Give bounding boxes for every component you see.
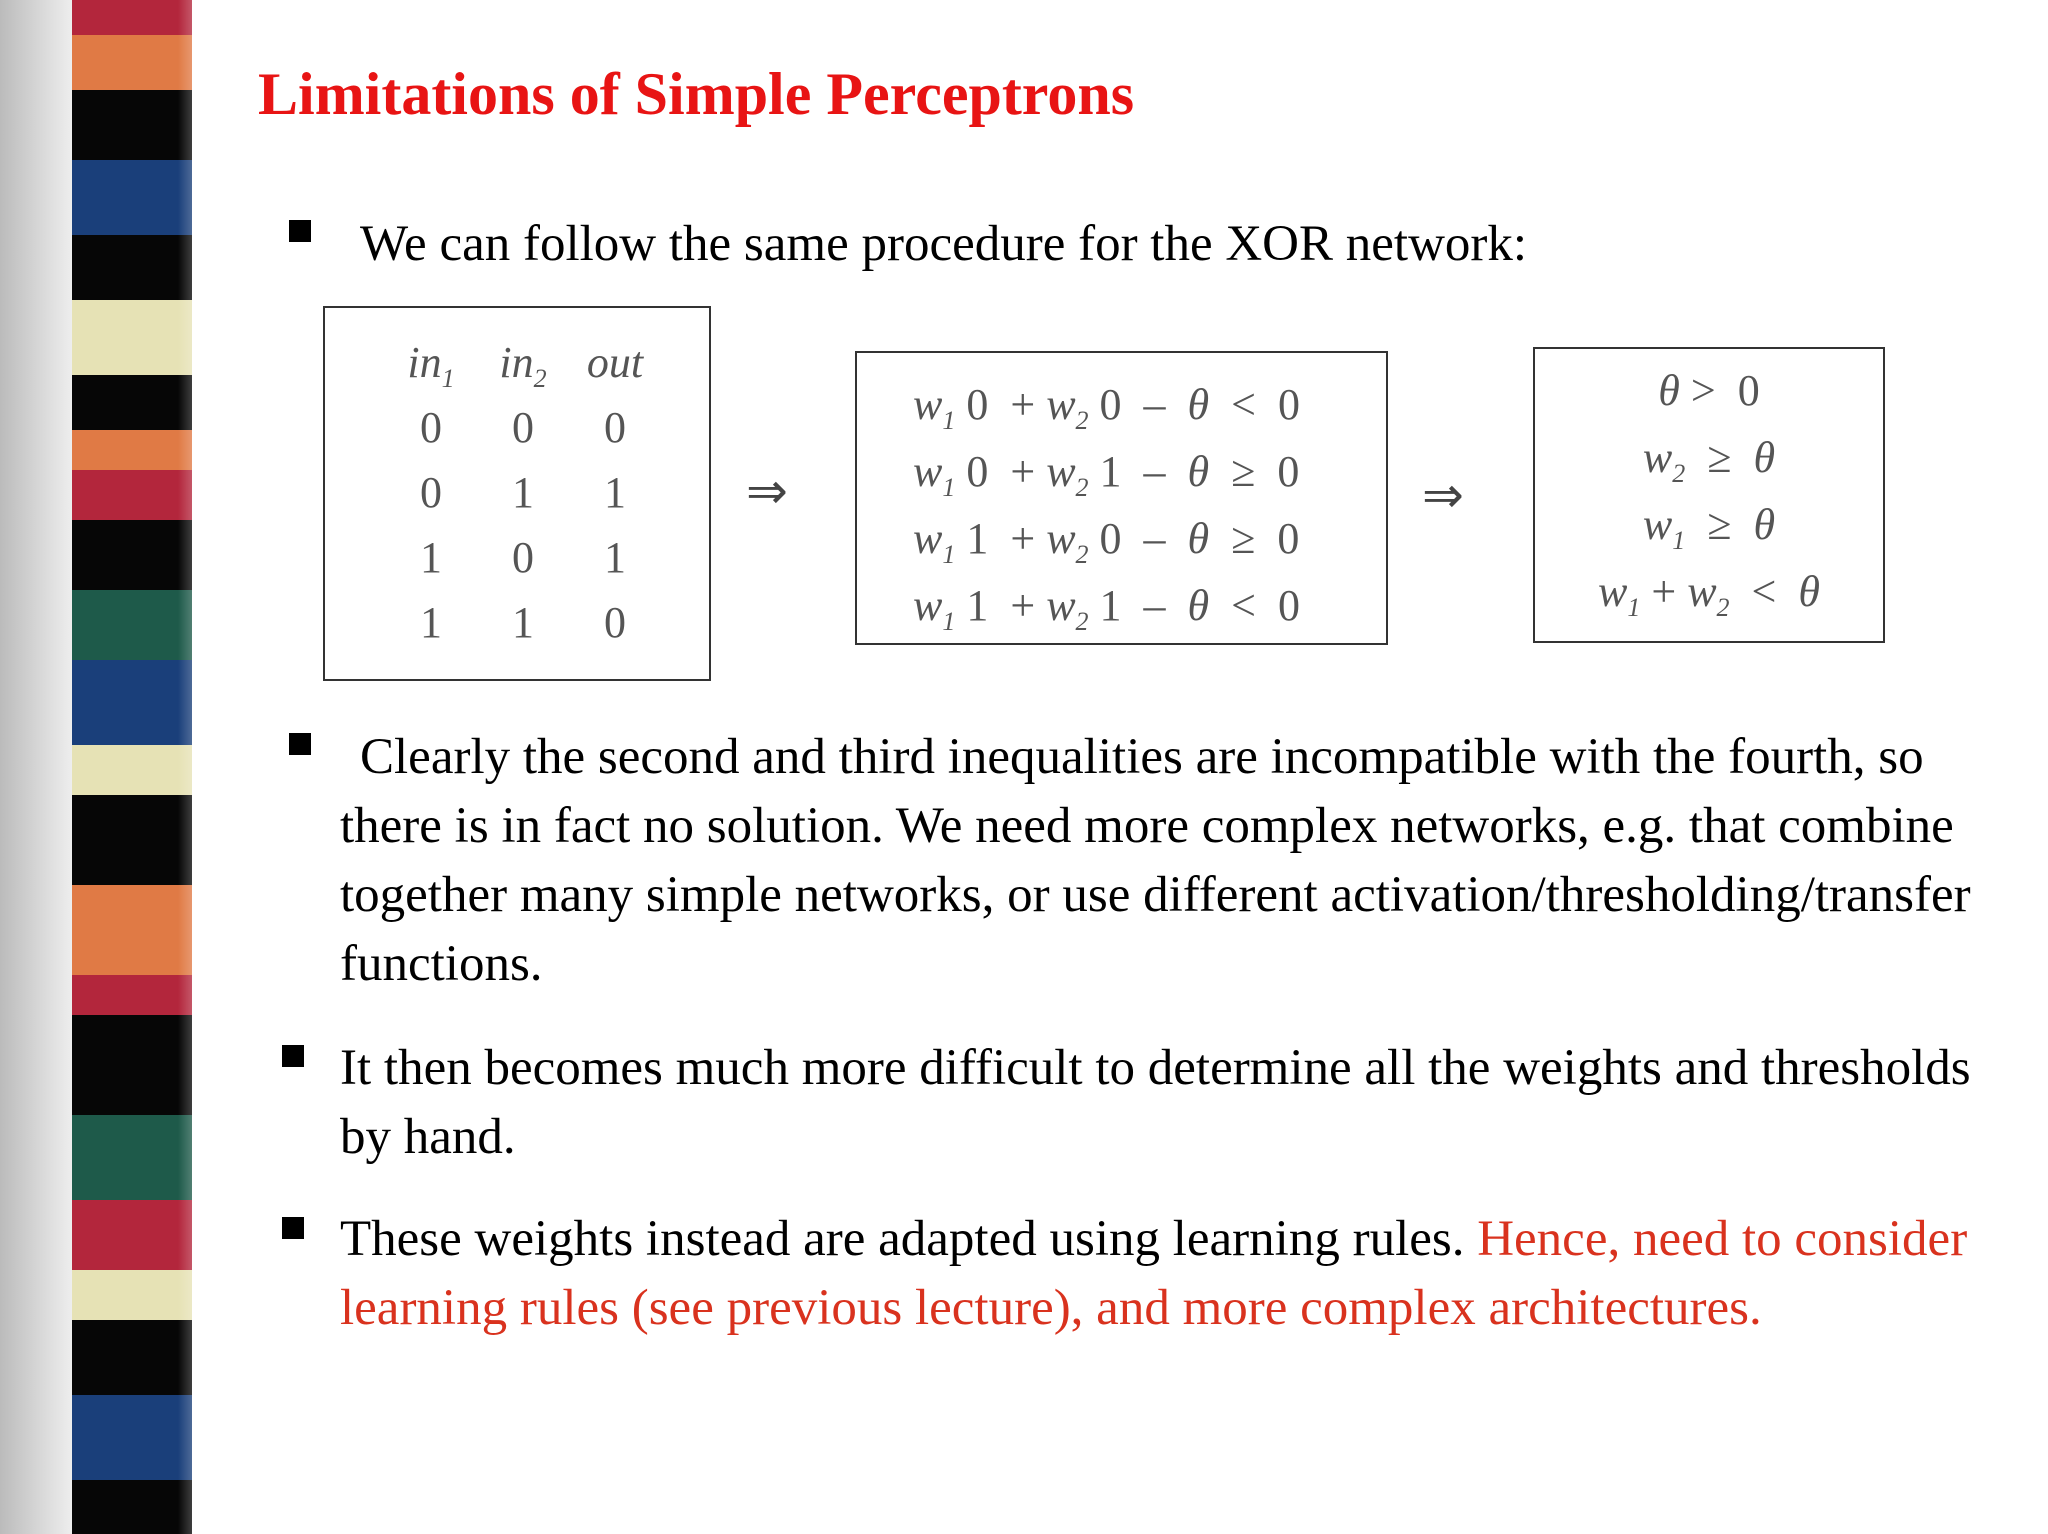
decorative-stripe: [72, 1270, 192, 1320]
table-row: [385, 460, 661, 525]
implies-arrow-2: ⇒: [1422, 466, 1464, 524]
bullet-marker: [282, 1045, 304, 1067]
inequality-4: $w_1$ $1 + w_2$ 1 – θ < 0: [913, 581, 1300, 636]
table-row: [385, 590, 661, 655]
decorative-stripe: [72, 235, 192, 300]
decorative-stripe: [72, 470, 192, 520]
table-cell: 1: [420, 533, 442, 582]
bullet-text-2: Clearly the second and third inequalities are incompatible with the fourth, so there is in fact no solution. We need more complex networks, e.g. that combine together many simple networks, or use different activation/thresholding/transfer functions.: [340, 729, 1971, 992]
decorative-stripe: [72, 745, 192, 795]
implies-arrow-1: ⇒: [746, 462, 788, 520]
decorative-stripe: [72, 1200, 192, 1270]
decorative-stripe: [72, 160, 192, 235]
decorative-stripe: [72, 660, 192, 745]
conditions-list: [1535, 357, 1883, 625]
inequality-3: $w_1$ $1 + w_2$ 0 – θ ≥ 0: [913, 514, 1300, 569]
truth-table: [385, 330, 661, 655]
header-in1: $in_1$: [407, 338, 455, 393]
table-cell: 1: [604, 533, 626, 582]
decorative-stripe: [72, 1115, 192, 1200]
header-in2: $in_2$: [499, 338, 547, 393]
table-cell: 0: [604, 598, 626, 647]
table-row: [385, 525, 661, 590]
decorative-stripe: [72, 1395, 192, 1480]
inequality-2: $w_1$ $0 + w_2$ 1 – θ ≥ 0: [913, 447, 1300, 502]
slide-title: Limitations of Simple Perceptrons: [258, 61, 1135, 127]
decorative-stripe: [72, 795, 192, 885]
truth-table-box: [323, 306, 711, 681]
bullet-marker: [289, 220, 311, 242]
decorative-stripe: [72, 0, 192, 35]
table-cell: 0: [512, 403, 534, 452]
table-cell: 0: [420, 468, 442, 517]
table-cell: 1: [512, 468, 534, 517]
bullet-marker: [282, 1217, 304, 1239]
decorative-stripe: [72, 35, 192, 90]
bullet-marker: [289, 733, 311, 755]
decorative-stripe: [72, 375, 192, 430]
decorative-stripe: [72, 1015, 192, 1115]
decorative-stripe: [72, 520, 192, 590]
decorative-stripe: [72, 975, 192, 1015]
bullet-text-4-highlight: Hence, need to consider learning rules (see previous lecture), and more complex architectures.: [340, 1211, 1968, 1336]
conditions-box: [1533, 347, 1885, 643]
inequality-1: $w_1$ $0 + w_2$ 0 – θ < 0: [913, 380, 1300, 435]
decorative-stripe: [72, 1320, 192, 1395]
decorative-stripe: [72, 90, 192, 160]
decorative-stripe: [72, 590, 192, 660]
bullet-text-3: It then becomes much more difficult to determine all the weights and thresholds by hand.: [340, 1040, 1971, 1165]
decorative-stripe: [72, 885, 192, 975]
condition-4: $w_1 + w_2 < \theta$: [1598, 567, 1820, 622]
bullet-text-1: We can follow the same procedure for the XOR network:: [360, 216, 1528, 272]
condition-2: $w_2 \ge \theta$: [1642, 433, 1776, 488]
table-row: [385, 395, 661, 460]
decorative-stripe-bar: [0, 0, 240, 1534]
decorative-stripe: [72, 300, 192, 375]
decorative-stripe: [72, 1480, 192, 1534]
condition-3: $w_1 \ge \theta$: [1642, 500, 1776, 555]
header-out: out: [586, 338, 644, 387]
table-cell: 1: [512, 598, 534, 647]
table-cell: 1: [604, 468, 626, 517]
table-cell: 1: [420, 598, 442, 647]
decorative-stripe: [72, 430, 192, 470]
table-cell: 0: [604, 403, 626, 452]
inequalities-list: [857, 371, 1386, 639]
inequalities-box: [855, 351, 1388, 645]
condition-1: θ > 0: [1658, 366, 1760, 415]
table-cell: 0: [512, 533, 534, 582]
bullet-text-4-main: These weights instead are adapted using learning rules.: [340, 1211, 1478, 1267]
bullet-text-4: [340, 1205, 1980, 1343]
table-cell: 0: [420, 403, 442, 452]
